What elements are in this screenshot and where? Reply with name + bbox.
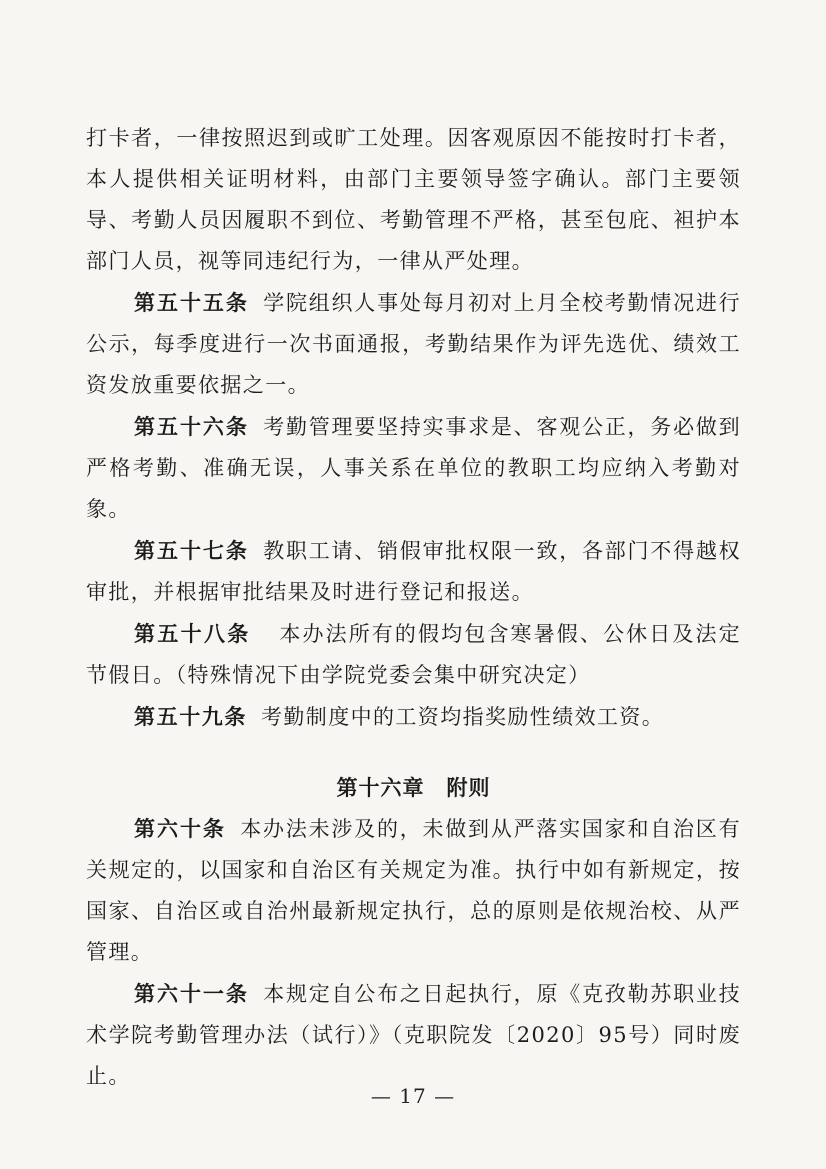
article-text: 教职工请、销假审批权限一致，各部门不得越权审批，并根据审批结果及时进行登记和报送。: [86, 539, 742, 604]
article-text: 本办法未涉及的，未做到从严落实国家和自治区有关规定的，以国家和自治区有关规定为准。执行中如有新规定，按国家、自治区或自治州最新规定执行，总的原则是依规治校、从严管理。: [86, 817, 741, 964]
article-label: 第六十条: [134, 816, 226, 841]
article-55: [86, 282, 741, 406]
article-text: 本规定自公布之日起执行，原《克孜勒苏职业技术学院考勤管理办法（试行）》（克职院发〔2020〕95号）同时废止。: [86, 982, 742, 1088]
article-label: 第五十八条: [134, 621, 251, 646]
article-label: 第五十五条: [134, 290, 249, 315]
intro-paragraph: 打卡者，一律按照迟到或旷工处理。因客观原因不能按时打卡者，本人提供相关证明材料，由部门主要领导签字确认。部门主要领导、考勤人员因履职不到位、考勤管理不严格，甚至包庇、袒护本部门人员，视等同违纪行为，一律从严处理。: [86, 126, 741, 273]
article-text: 学院组织人事处每月初对上月全校考勤情况进行公示，每季度进行一次书面通报，考勤结果作为评先选优、绩效工资发放重要依据之一。: [86, 291, 742, 397]
article-57: [86, 530, 741, 613]
chapter-heading: [86, 768, 741, 808]
chapter-title: 附则: [446, 776, 491, 800]
article-label: 第五十六条: [134, 414, 249, 439]
article-label: 第五十九条: [134, 704, 247, 729]
article-59: [86, 696, 741, 738]
article-60: [86, 808, 741, 973]
document-body: [86, 118, 741, 1097]
article-text: 考勤管理要坚持实事求是、客观公正，务必做到严格考勤、准确无误，人事关系在单位的教职工均应纳入考勤对象。: [86, 415, 742, 521]
article-text: 考勤制度中的工资均指奖励性绩效工资。: [261, 705, 665, 729]
article-label: 第五十七条: [134, 538, 249, 563]
article-label: 第六十一条: [134, 981, 249, 1006]
article-56: [86, 406, 741, 530]
article-58: [86, 613, 741, 696]
article-text: 本办法所有的假均包含寒暑假、公休日及法定节假日。（特殊情况下由学院党委会集中研究决定）: [86, 622, 742, 687]
chapter-number: 第十六章: [336, 776, 425, 800]
article-61: [86, 973, 741, 1097]
page-number: — 17 —: [370, 1084, 456, 1108]
